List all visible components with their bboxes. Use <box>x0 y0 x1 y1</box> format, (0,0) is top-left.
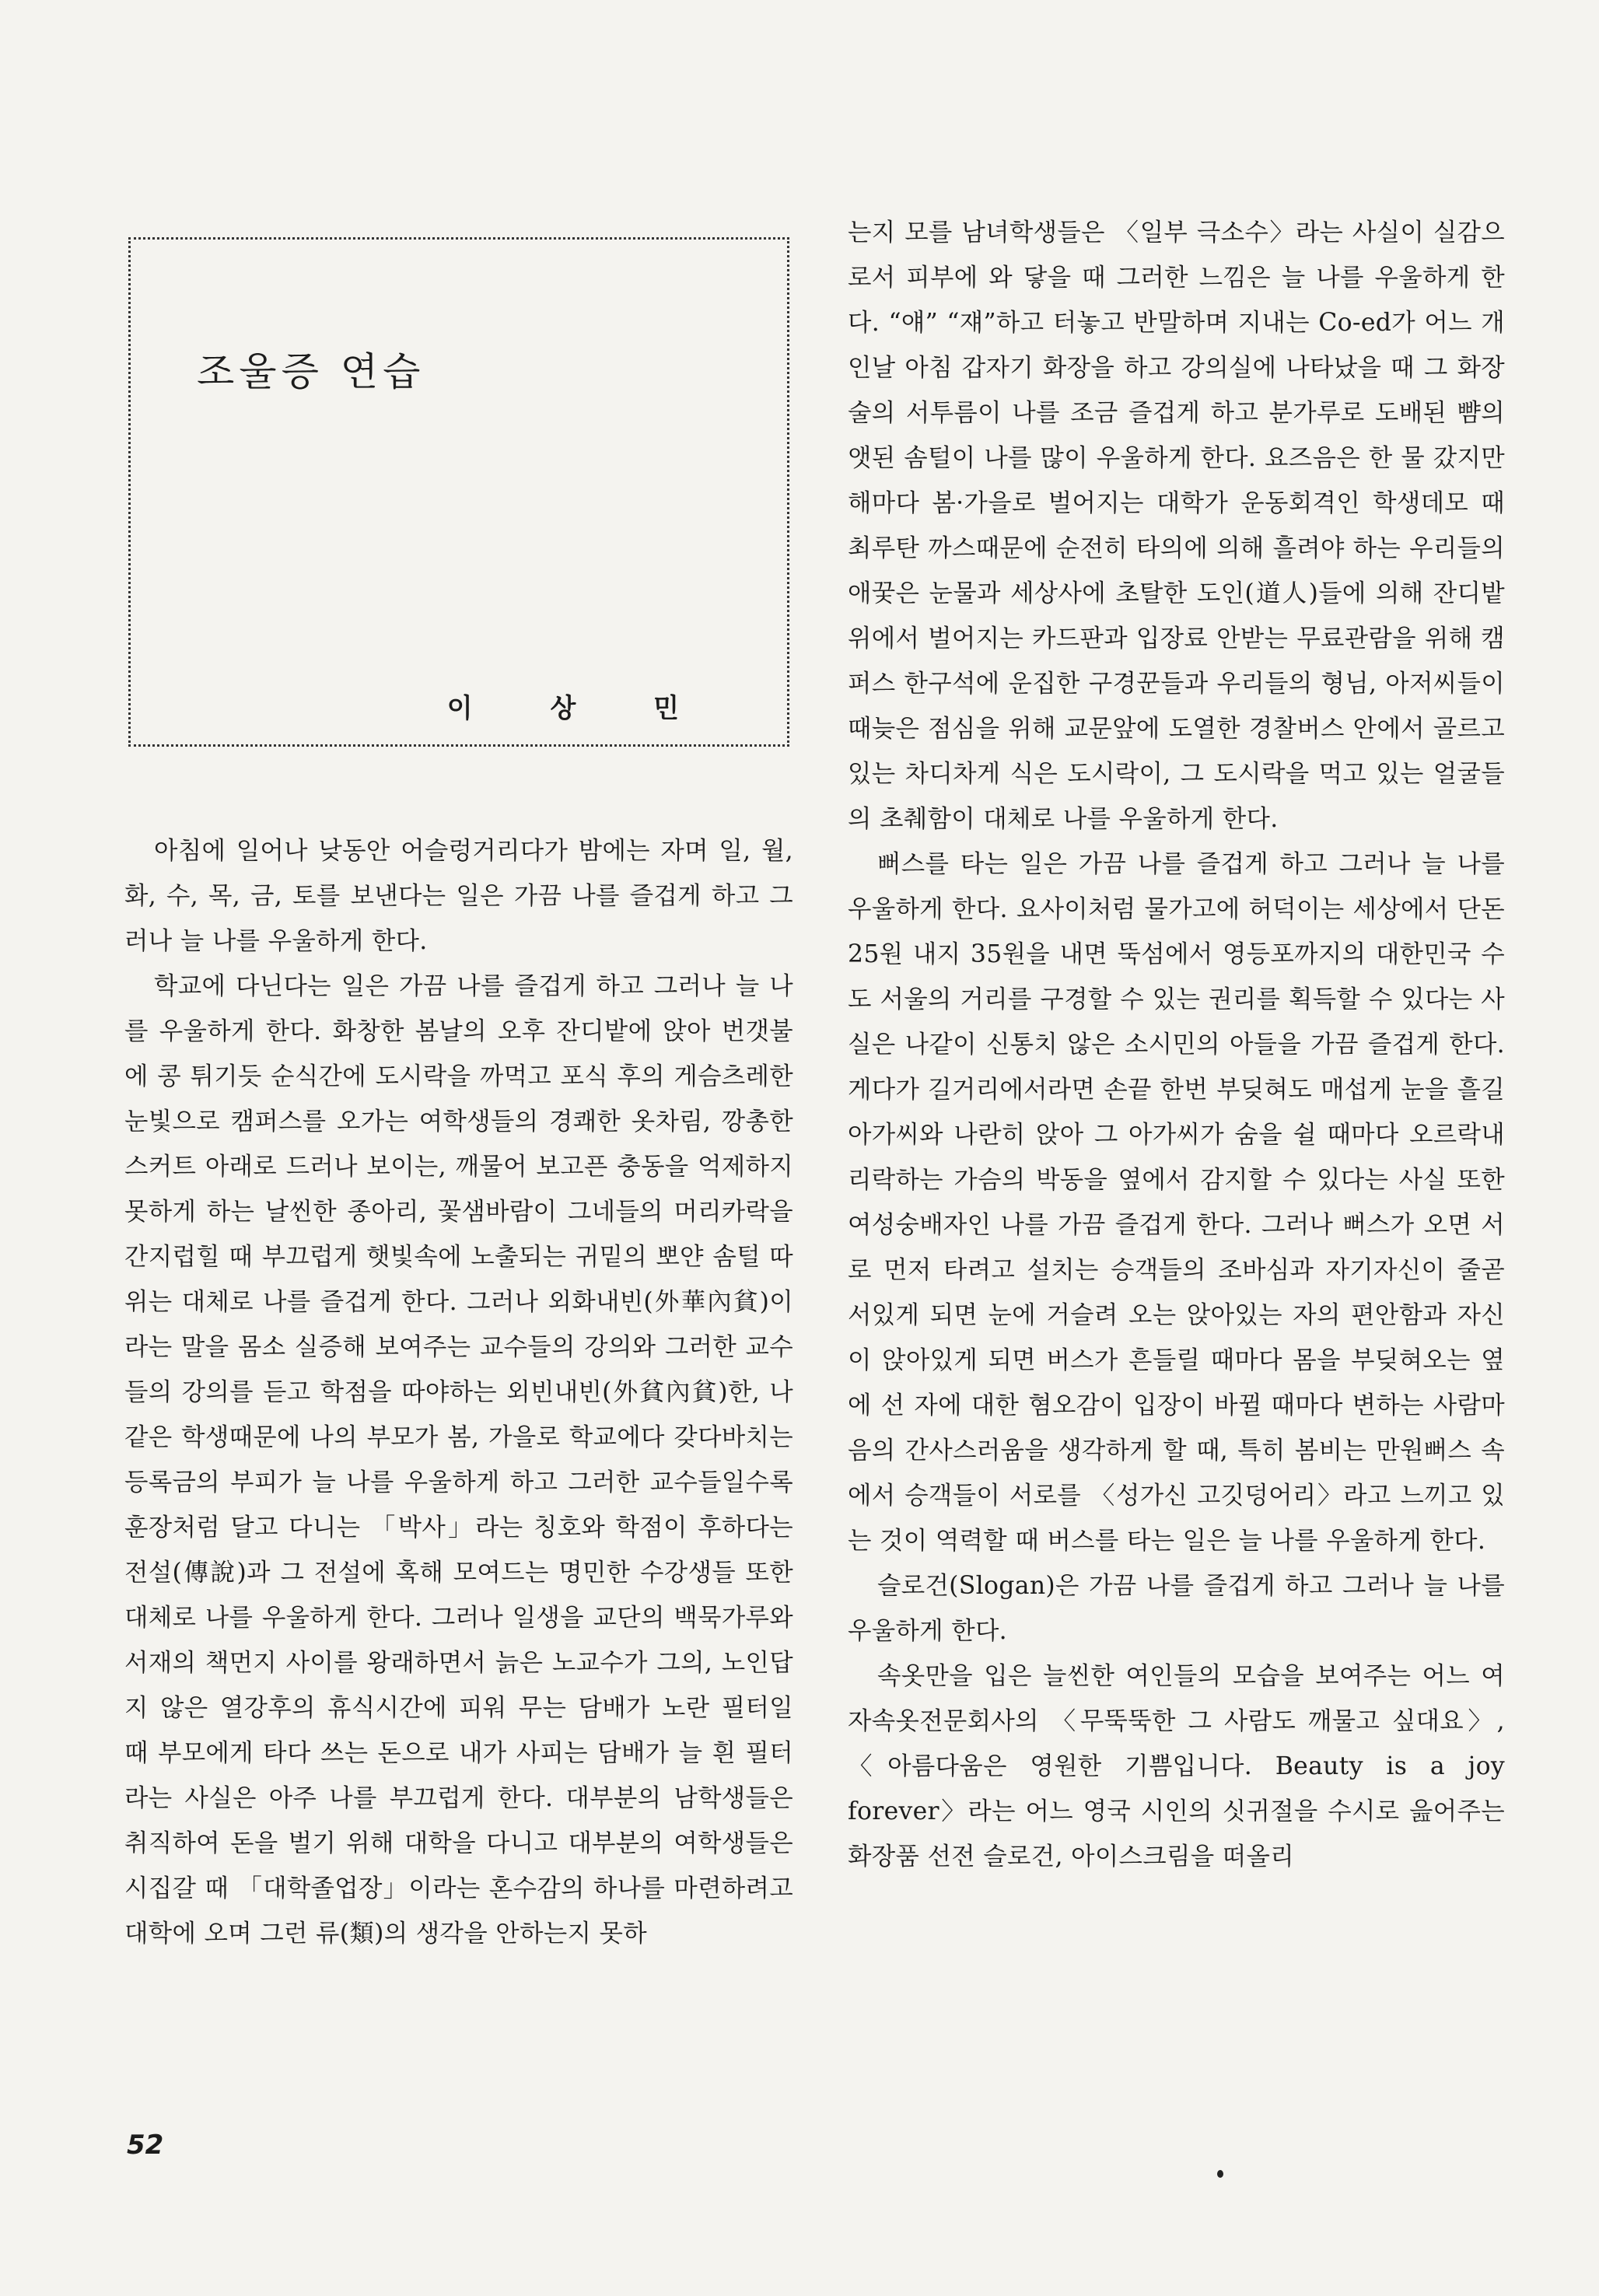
page-number: 52 <box>127 2130 164 2161</box>
right-column <box>848 210 1505 1879</box>
paragraph: 슬로건(Slogan)은 가끔 나를 즐겁게 하고 그러나 늘 나를 우울하게 한다. <box>848 1572 1505 1645</box>
paragraph: 아침에 일어나 낮동안 어슬렁거리다가 밤에는 자며 일, 월, 화, 수, 목, 금, 토를 보낸다는 일은 가끔 나를 즐겁게 하고 그러나 늘 나를 우울하게 한다. <box>124 837 793 955</box>
ink-speck <box>1217 2170 1223 2178</box>
left-column <box>124 828 793 1956</box>
article-title: 조울증 연습 <box>197 349 425 394</box>
article-author: 이 상 민 <box>446 693 713 724</box>
title-box <box>128 237 789 747</box>
paragraph: 는지 모를 남녀학생들은 〈일부 극소수〉라는 사실이 실감으로서 피부에 와 닿을 때 그러한 느낌은 늘 나를 우울하게 한다. “얘” “쟤”하고 터놓고 반말하며 지내는 Co-ed가 어느 개인날 아침 갑자기 화장을 하고 강의실에 나타났을 때 그 화장술의 서투름이 나를 조금 즐겁게 하고 분가루로 도배된 뺨의 앳된 솜털이 나를 많이 우울하게 한다. 요즈음은 한 물 갔지만 해마다 봄·가을로 벌어지는 대학가 운동회격인 학생데모 때 최루탄 까스때문에 순전히 타의에 의해 흘려야 하는 우리들의 애꿎은 눈물과 세상사에 초탈한 도인(道人)들에 의해 잔디밭 위에서 벌어지는 카드판과 입장료 안받는 무료관람을 위해 캠퍼스 한구석에 운집한 구경꾼들과 우리들의 형님, 아저씨들이 때늦은 점심을 위해 교문앞에 도열한 경찰버스 안에서 골르고있는 차디차게 식은 도시락이, 그 도시락을 먹고 있는 얼굴들의 초췌함이 대체로 나를 우울하게 한다. <box>848 219 1505 833</box>
paragraph: 뻐스를 타는 일은 가끔 나를 즐겁게 하고 그러나 늘 나를 우울하게 한다. 요사이처럼 물가고에 허덕이는 세상에서 단돈 25원 내지 35원을 내면 뚝섬에서 영등포까지의 대한민국 수도 서울의 거리를 구경할 수 있는 권리를 획득할 수 있다는 사실은 나같이 신통치 않은 소시민의 아들을 가끔 즐겁게 한다. 게다가 길거리에서라면 손끝 한번 부딪혀도 매섭게 눈을 흘길 아가씨와 나란히 앉아 그 아가씨가 숨을 쉴 때마다 오르락내리락하는 가슴의 박동을 옆에서 감지할 수 있다는 사실 또한 여성숭배자인 나를 가끔 즐겁게 한다. 그러나 뻐스가 오면 서로 먼저 타려고 설치는 승객들의 조바심과 자기자신이 줄곧 서있게 되면 눈에 거슬려 오는 앉아있는 자의 편안함과 자신이 앉아있게 되면 버스가 흔들릴 때마다 몸을 부딪혀오는 옆에 선 자에 대한 혐오감이 입장이 바뀔 때마다 변하는 사람마음의 간사스러움을 생각하게 할 때, 특히 봄비는 만원뻐스 속에서 승객들이 서로를 〈성가신 고깃덩어리〉라고 느끼고 있는 것이 역력할 때 버스를 타는 일은 늘 나를 우울하게 한다. <box>848 850 1505 1555</box>
paragraph: 속옷만을 입은 늘씬한 여인들의 모습을 보여주는 어느 여자속옷전문회사의 〈무뚝뚝한 그 사람도 깨물고 싶대요〉, 〈아름다움은 영원한 기쁨입니다. Beauty is a joy forever〉라는 어느 영국 시인의 싯귀절을 수시로 읊어주는 화장품 선전 슬로건, 아이스크림을 떠올리 <box>848 1662 1505 1871</box>
paragraph: 학교에 다닌다는 일은 가끔 나를 즐겁게 하고 그러나 늘 나를 우울하게 한다. 화창한 봄날의 오후 잔디밭에 앉아 번갯불에 콩 튀기듯 순식간에 도시락을 까먹고 포식 후의 게슴츠레한 눈빛으로 캠퍼스를 오가는 여학생들의 경쾌한 옷차림, 깡총한 스커트 아래로 드러나 보이는, 깨물어 보고픈 충동을 억제하지 못하게 하는 날씬한 종아리, 꽃샘바람이 그네들의 머리카락을 간지럽힐 때 부끄럽게 햇빛속에 노출되는 귀밑의 뽀얀 솜털 따위는 대체로 나를 즐겁게 한다. 그러나 외화내빈(外華內貧)이라는 말을 몸소 실증해 보여주는 교수들의 강의와 그러한 교수들의 강의를 듣고 학점을 따야하는 외빈내빈(外貧內貧)한, 나같은 학생때문에 나의 부모가 봄, 가을로 학교에다 갖다바치는 등록금의 부피가 늘 나를 우울하게 하고 그러한 교수들일수록 훈장처럼 달고 다니는 「박사」라는 칭호와 학점이 후하다는 전설(傳說)과 그 전설에 혹해 모여드는 명민한 수강생들 또한 대체로 나를 우울하게 한다. 그러나 일생을 교단의 백묵가루와 서재의 책먼지 사이를 왕래하면서 늙은 노교수가 그의, 노인답지 않은 열강후의 휴식시간에 피워 무는 담배가 노란 필터일 때 부모에게 타다 쓰는 돈으로 내가 사피는 담배가 늘 흰 필터라는 사실은 아주 나를 부끄럽게 한다. 대부분의 남학생들은 취직하여 돈을 벌기 위해 대학을 다니고 대부분의 여학생들은 시집갈 때 「대학졸업장」이라는 혼수감의 하나를 마련하려고 대학에 오며 그런 류(類)의 생각을 안하는지 못하 <box>124 972 793 1948</box>
